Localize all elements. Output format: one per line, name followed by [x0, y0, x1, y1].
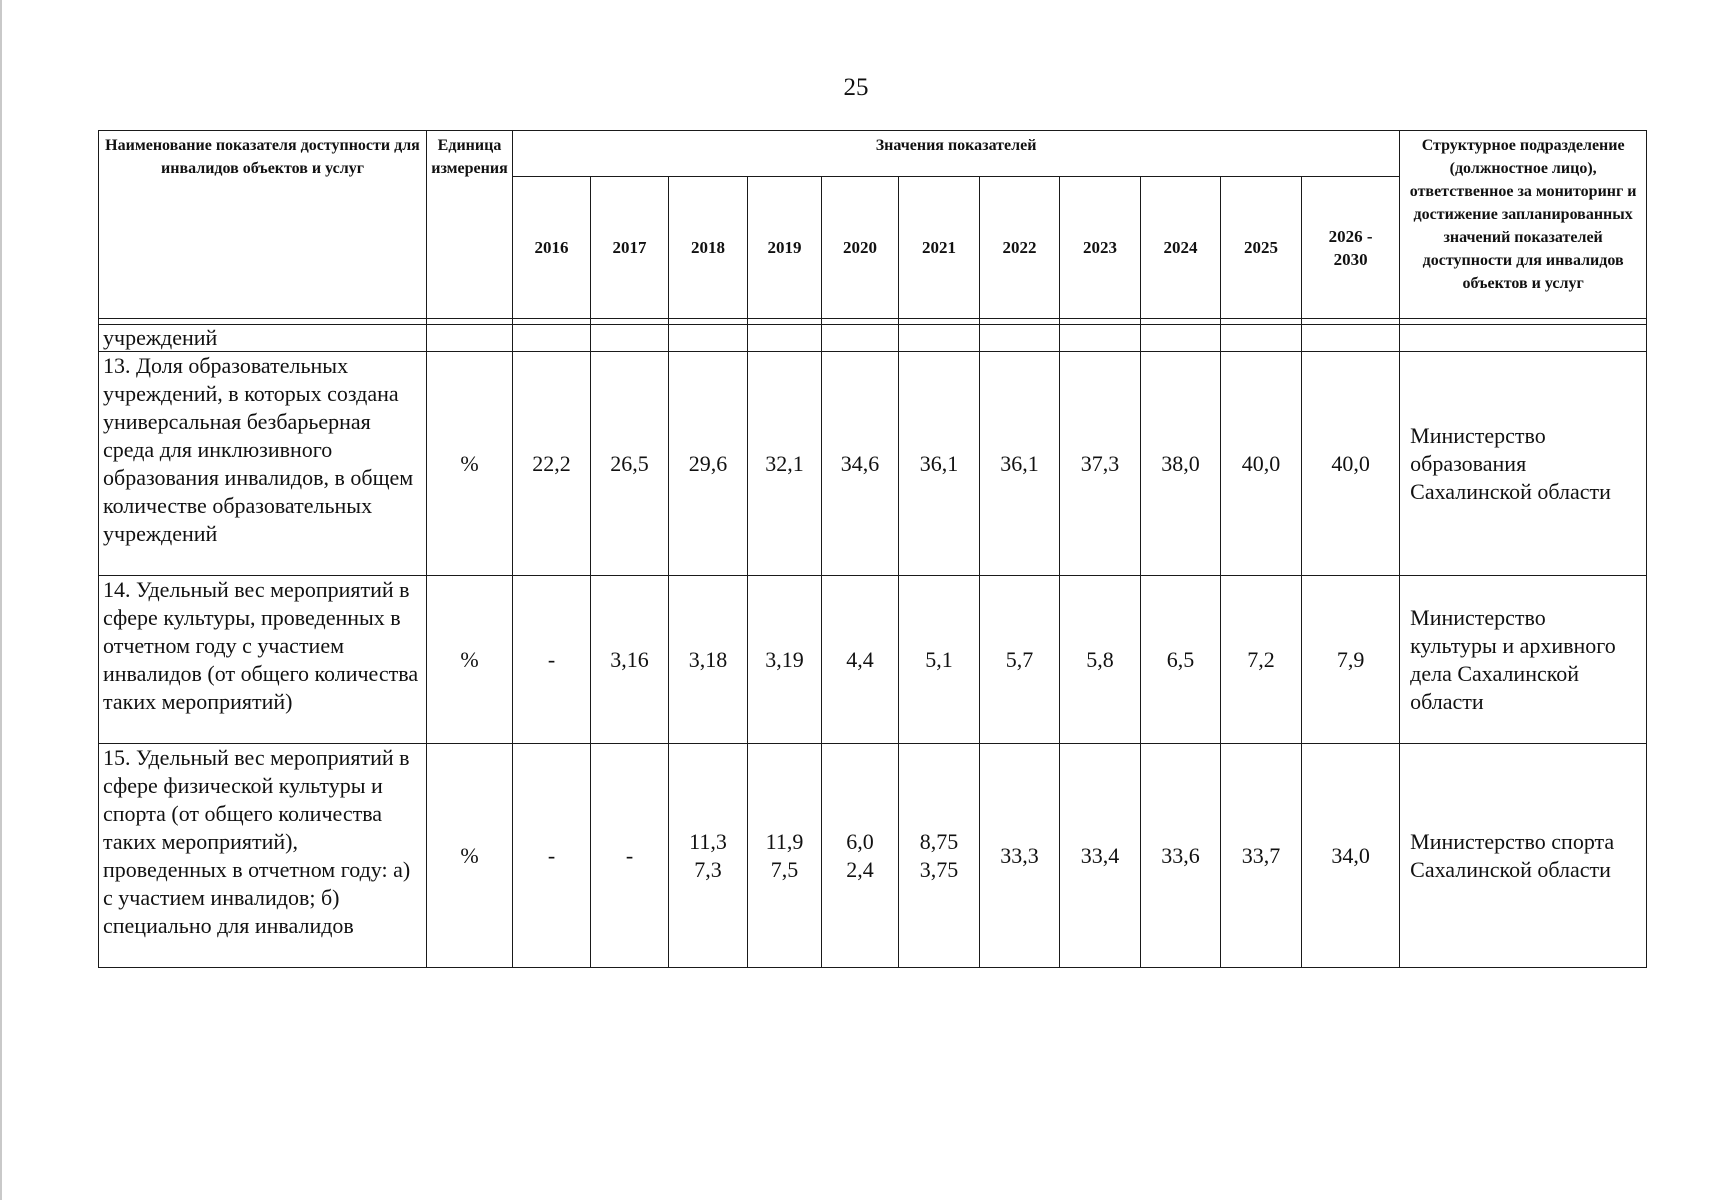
- value-text: 22,2: [532, 450, 571, 476]
- value-text: 36,1: [919, 450, 959, 476]
- value-cell: [980, 744, 1060, 968]
- value-cell: [513, 744, 591, 968]
- value-text: 36,1: [1000, 450, 1039, 476]
- value-cell: [748, 576, 822, 744]
- continuation-row: [99, 325, 1647, 352]
- value-text: 33,4: [1080, 842, 1120, 868]
- year-header: 2026 - 2030: [1302, 177, 1400, 319]
- responsible-cell: Министерство спорта Сахалинской области: [1400, 744, 1647, 968]
- value-cell: [513, 352, 591, 576]
- value-text: 7,9: [1336, 646, 1365, 672]
- value-cell: [1221, 352, 1302, 576]
- value-cell: [748, 352, 822, 576]
- year-header: 2016: [513, 177, 591, 319]
- value-text: 3,19: [765, 646, 804, 672]
- indicator-name: 14. Удельный вес мероприятий в сфере культуры, проведенных в отчетном году с участием инвалидов (от общего количества таких мероприятий): [99, 576, 427, 744]
- page-edge: [0, 0, 2, 1200]
- value-cell: [1302, 352, 1400, 576]
- value-text: 33,7: [1241, 842, 1281, 868]
- value-cell: [513, 576, 591, 744]
- year-header: 2024: [1141, 177, 1221, 319]
- table-row: [99, 352, 1647, 576]
- value-cell: [591, 576, 669, 744]
- value-text: 26,5: [610, 450, 649, 476]
- value-cell: [591, 352, 669, 576]
- value-text: 5,8: [1086, 646, 1114, 672]
- value-cell: [899, 352, 980, 576]
- continuation-text: учреждений: [99, 325, 427, 352]
- value-text: 3,75: [919, 856, 959, 882]
- value-cell: [822, 352, 899, 576]
- value-cell: [980, 352, 1060, 576]
- value-text: 7,5: [770, 856, 799, 882]
- value-cell: [1060, 352, 1141, 576]
- value-cell: [1060, 744, 1141, 968]
- value-cell: [1302, 576, 1400, 744]
- year-header: 2019: [748, 177, 822, 319]
- value-cell: [1060, 576, 1141, 744]
- value-text: 3,16: [610, 646, 649, 672]
- value-text: 6,0: [846, 828, 874, 854]
- page-number: 25: [843, 74, 869, 101]
- value-cell: [899, 744, 980, 968]
- value-cell: [1221, 576, 1302, 744]
- year-header: 2020: [822, 177, 899, 319]
- header-responsible: Структурное подразделение (должностное лицо), ответственное за мониторинг и достижение запланированных значений показателей доступности для инвалидов объектов и услуг: [1400, 131, 1647, 319]
- value-text: 7,3: [694, 856, 722, 882]
- header-unit: Единица измерения: [427, 131, 513, 319]
- year-header: 2023: [1060, 177, 1141, 319]
- year-header: 2022: [980, 177, 1060, 319]
- value-cell: [669, 576, 748, 744]
- value-cell: [822, 576, 899, 744]
- value-text: 7,2: [1247, 646, 1275, 672]
- value-text: 8,75: [919, 828, 959, 854]
- year-header: 2017: [591, 177, 669, 319]
- value-text: 11,9: [765, 828, 804, 854]
- responsible-cell: Министерство образования Сахалинской области: [1400, 352, 1647, 576]
- value-text: 40,0: [1331, 450, 1370, 476]
- year-header: 2025: [1221, 177, 1302, 319]
- value-text: 5,1: [925, 646, 953, 672]
- indicator-name: 15. Удельный вес мероприятий в сфере физической культуры и спорта (от общего количества таких мероприятий), проведенных в отчетном году: а) с участием инвалидов; б) специально для инвалидов: [99, 744, 427, 968]
- value-text: 29,6: [688, 450, 728, 476]
- table-body: [99, 352, 1647, 968]
- header-values-group: Значения показателей: [513, 131, 1400, 177]
- unit-cell: %: [427, 744, 513, 968]
- value-text: -: [547, 646, 556, 672]
- value-cell: [1302, 744, 1400, 968]
- value-text: 3,18: [688, 646, 728, 672]
- value-cell: [748, 744, 822, 968]
- value-text: 2,4: [846, 856, 874, 882]
- value-text: -: [625, 842, 634, 868]
- value-text: 40,0: [1241, 450, 1281, 476]
- value-text: 34,6: [840, 450, 880, 476]
- value-text: 6,5: [1166, 646, 1195, 672]
- value-cell: [980, 576, 1060, 744]
- year-header: 2021: [899, 177, 980, 319]
- value-text: 11,3: [689, 828, 727, 854]
- value-text: 37,3: [1080, 450, 1120, 476]
- value-text: 5,7: [1005, 646, 1034, 672]
- value-text: 32,1: [765, 450, 804, 476]
- value-text: -: [547, 842, 556, 868]
- unit-cell: %: [427, 352, 513, 576]
- indicators-table: [98, 130, 1647, 968]
- value-cell: [1141, 576, 1221, 744]
- value-cell: [1221, 744, 1302, 968]
- value-cell: [1141, 744, 1221, 968]
- table-row: [99, 576, 1647, 744]
- value-cell: [591, 744, 669, 968]
- value-cell: [669, 352, 748, 576]
- value-cell: [899, 576, 980, 744]
- table-row: [99, 744, 1647, 968]
- year-header: 2018: [669, 177, 748, 319]
- value-text: 34,0: [1331, 842, 1370, 868]
- value-text: 33,6: [1161, 842, 1200, 868]
- responsible-cell: Министерство культуры и архивного дела Сахалинской области: [1400, 576, 1647, 744]
- value-text: 33,3: [1000, 842, 1039, 868]
- value-cell: [669, 744, 748, 968]
- value-text: 38,0: [1161, 450, 1200, 476]
- value-text: 4,4: [846, 646, 874, 672]
- value-cell: [1141, 352, 1221, 576]
- header-indicator-name: Наименование показателя доступности для инвалидов объектов и услуг: [99, 131, 427, 319]
- indicator-name: 13. Доля образовательных учреждений, в которых создана универсальная безбарьерная среда для инклюзивного образования инвалидов, в общем количестве образовательных учреждений: [99, 352, 427, 576]
- value-cell: [822, 744, 899, 968]
- unit-cell: %: [427, 576, 513, 744]
